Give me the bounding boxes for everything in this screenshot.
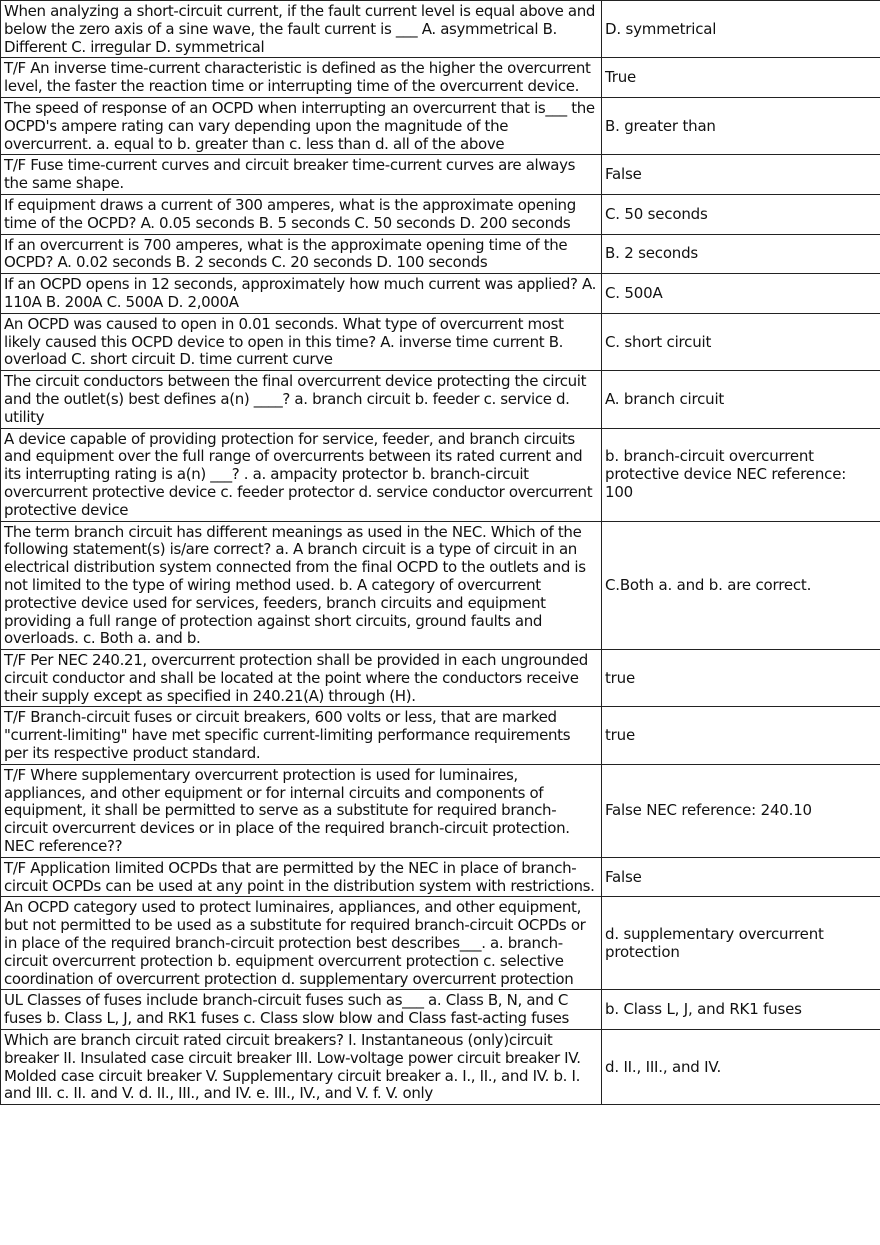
answer-cell: C. 50 seconds xyxy=(602,194,880,234)
answer-cell: False xyxy=(602,857,880,897)
question-cell: The term branch circuit has different meanings as used in the NEC. Which of the following statement(s) is/are correct? a. A branch circuit is a type of circuit in an electrical distribution system connected from the final OCPD to the outlets and is not limited to the type of wiring method used. b. A category of overcurrent protective device used for services, feeders, branch circuits and equipment providing a full range of protection against short circuits, ground faults and overloads. c. Both a. and b. xyxy=(1,521,602,650)
question-cell: T/F Application limited OCPDs that are permitted by the NEC in place of branch-circuit OCPDs can be used at any point in the distribution system with restrictions. xyxy=(1,857,602,897)
answer-cell: D. symmetrical xyxy=(602,1,880,58)
answer-cell: d. supplementary overcurrent protection xyxy=(602,897,880,990)
table-row xyxy=(1,97,880,154)
question-cell: If an overcurrent is 700 amperes, what is the approximate opening time of the OCPD? A. 0.02 seconds B. 2 seconds C. 20 seconds D. 100 seconds xyxy=(1,234,602,274)
question-cell: An OCPD category used to protect luminaires, appliances, and other equipment, but not permitted to be used as a substitute for required branch-circuit OCPDs or in place of the required branch-circuit protection best describes___. a. branch-circuit overcurrent protection b. equipment overcurrent protection c. selective coordination of overcurrent protection d. supplementary overcurrent protection xyxy=(1,897,602,990)
question-cell: T/F Per NEC 240.21, overcurrent protection shall be provided in each ungrounded circuit conductor and shall be located at the point where the conductors receive their supply except as specified in 240.21(A) through (H). xyxy=(1,650,602,707)
answer-cell: true xyxy=(602,650,880,707)
answer-cell: B. 2 seconds xyxy=(602,234,880,274)
answer-cell: b. branch-circuit overcurrent protective device NEC reference: 100 xyxy=(602,428,880,521)
table-row xyxy=(1,650,880,707)
answer-cell: B. greater than xyxy=(602,97,880,154)
table-row xyxy=(1,194,880,234)
answer-cell: b. Class L, J, and RK1 fuses xyxy=(602,990,880,1030)
answer-cell: C. short circuit xyxy=(602,313,880,370)
question-cell: If equipment draws a current of 300 amperes, what is the approximate opening time of the OCPD? A. 0.05 seconds B. 5 seconds C. 50 seconds D. 200 seconds xyxy=(1,194,602,234)
table-row xyxy=(1,897,880,990)
answer-cell: true xyxy=(602,707,880,764)
table-row xyxy=(1,234,880,274)
question-cell: UL Classes of fuses include branch-circuit fuses such as___ a. Class B, N, and C fuses b. Class L, J, and RK1 fuses c. Class slow blow and Class fast-acting fuses xyxy=(1,990,602,1030)
answer-cell: C.Both a. and b. are correct. xyxy=(602,521,880,650)
table-row xyxy=(1,521,880,650)
table-row xyxy=(1,707,880,764)
table-row xyxy=(1,58,880,98)
table-row xyxy=(1,274,880,314)
table-row xyxy=(1,155,880,195)
question-cell: T/F An inverse time-current characteristic is defined as the higher the overcurrent level, the faster the reaction time or interrupting time of the overcurrent device. xyxy=(1,58,602,98)
question-cell: T/F Branch-circuit fuses or circuit breakers, 600 volts or less, that are marked "current-limiting" have met specific current-limiting performance requirements per its respective product standard. xyxy=(1,707,602,764)
table-row xyxy=(1,1030,880,1105)
question-cell: The speed of response of an OCPD when interrupting an overcurrent that is___ the OCPD's ampere rating can vary depending upon the magnitude of the overcurrent. a. equal to b. greater than c. less than d. all of the above xyxy=(1,97,602,154)
table-row xyxy=(1,428,880,521)
table-row xyxy=(1,313,880,370)
question-cell: T/F Fuse time-current curves and circuit breaker time-current curves are always the same shape. xyxy=(1,155,602,195)
answer-cell: d. II., III., and IV. xyxy=(602,1030,880,1105)
table-row xyxy=(1,764,880,857)
question-cell: A device capable of providing protection for service, feeder, and branch circuits and equipment over the full range of overcurrents between its rated current and its interrupting rating is a(n) ___? . a. ampacity protector b. branch-circuit overcurrent protective device c. feeder protector d. service conductor overcurrent protective device xyxy=(1,428,602,521)
table-row xyxy=(1,990,880,1030)
question-cell: The circuit conductors between the final overcurrent device protecting the circuit and the outlet(s) best defines a(n) ____? a. branch circuit b. feeder c. service d. utility xyxy=(1,371,602,428)
answer-cell: C. 500A xyxy=(602,274,880,314)
table-row xyxy=(1,857,880,897)
question-cell: When analyzing a short-circuit current, if the fault current level is equal above and below the zero axis of a sine wave, the fault current is ___ A. asymmetrical B. Different C. irregular D. symmetrical xyxy=(1,1,602,58)
table-row xyxy=(1,371,880,428)
question-cell: T/F Where supplementary overcurrent protection is used for luminaires, appliances, and other equipment or for internal circuits and components of equipment, it shall be permitted to serve as a substitute for required branch-circuit overcurrent devices or in place of the required branch-circuit protection. NEC reference?? xyxy=(1,764,602,857)
answer-cell: A. branch circuit xyxy=(602,371,880,428)
answer-cell: False NEC reference: 240.10 xyxy=(602,764,880,857)
answer-cell: False xyxy=(602,155,880,195)
table-row xyxy=(1,1,880,58)
question-cell: An OCPD was caused to open in 0.01 seconds. What type of overcurrent most likely caused this OCPD device to open in this time? A. inverse time current B. overload C. short circuit D. time current curve xyxy=(1,313,602,370)
question-cell: Which are branch circuit rated circuit breakers? I. Instantaneous (only)circuit breaker II. Insulated case circuit breaker III. Low-voltage power circuit breaker IV. Molded case circuit breaker V. Supplementary circuit breaker a. I., II., and IV. b. I. and III. c. II. and V. d. II., III., and IV. e. III., IV., and V. f. V. only xyxy=(1,1030,602,1105)
answer-cell: True xyxy=(602,58,880,98)
question-cell: If an OCPD opens in 12 seconds, approximately how much current was applied? A. 110A B. 200A C. 500A D. 2,000A xyxy=(1,274,602,314)
